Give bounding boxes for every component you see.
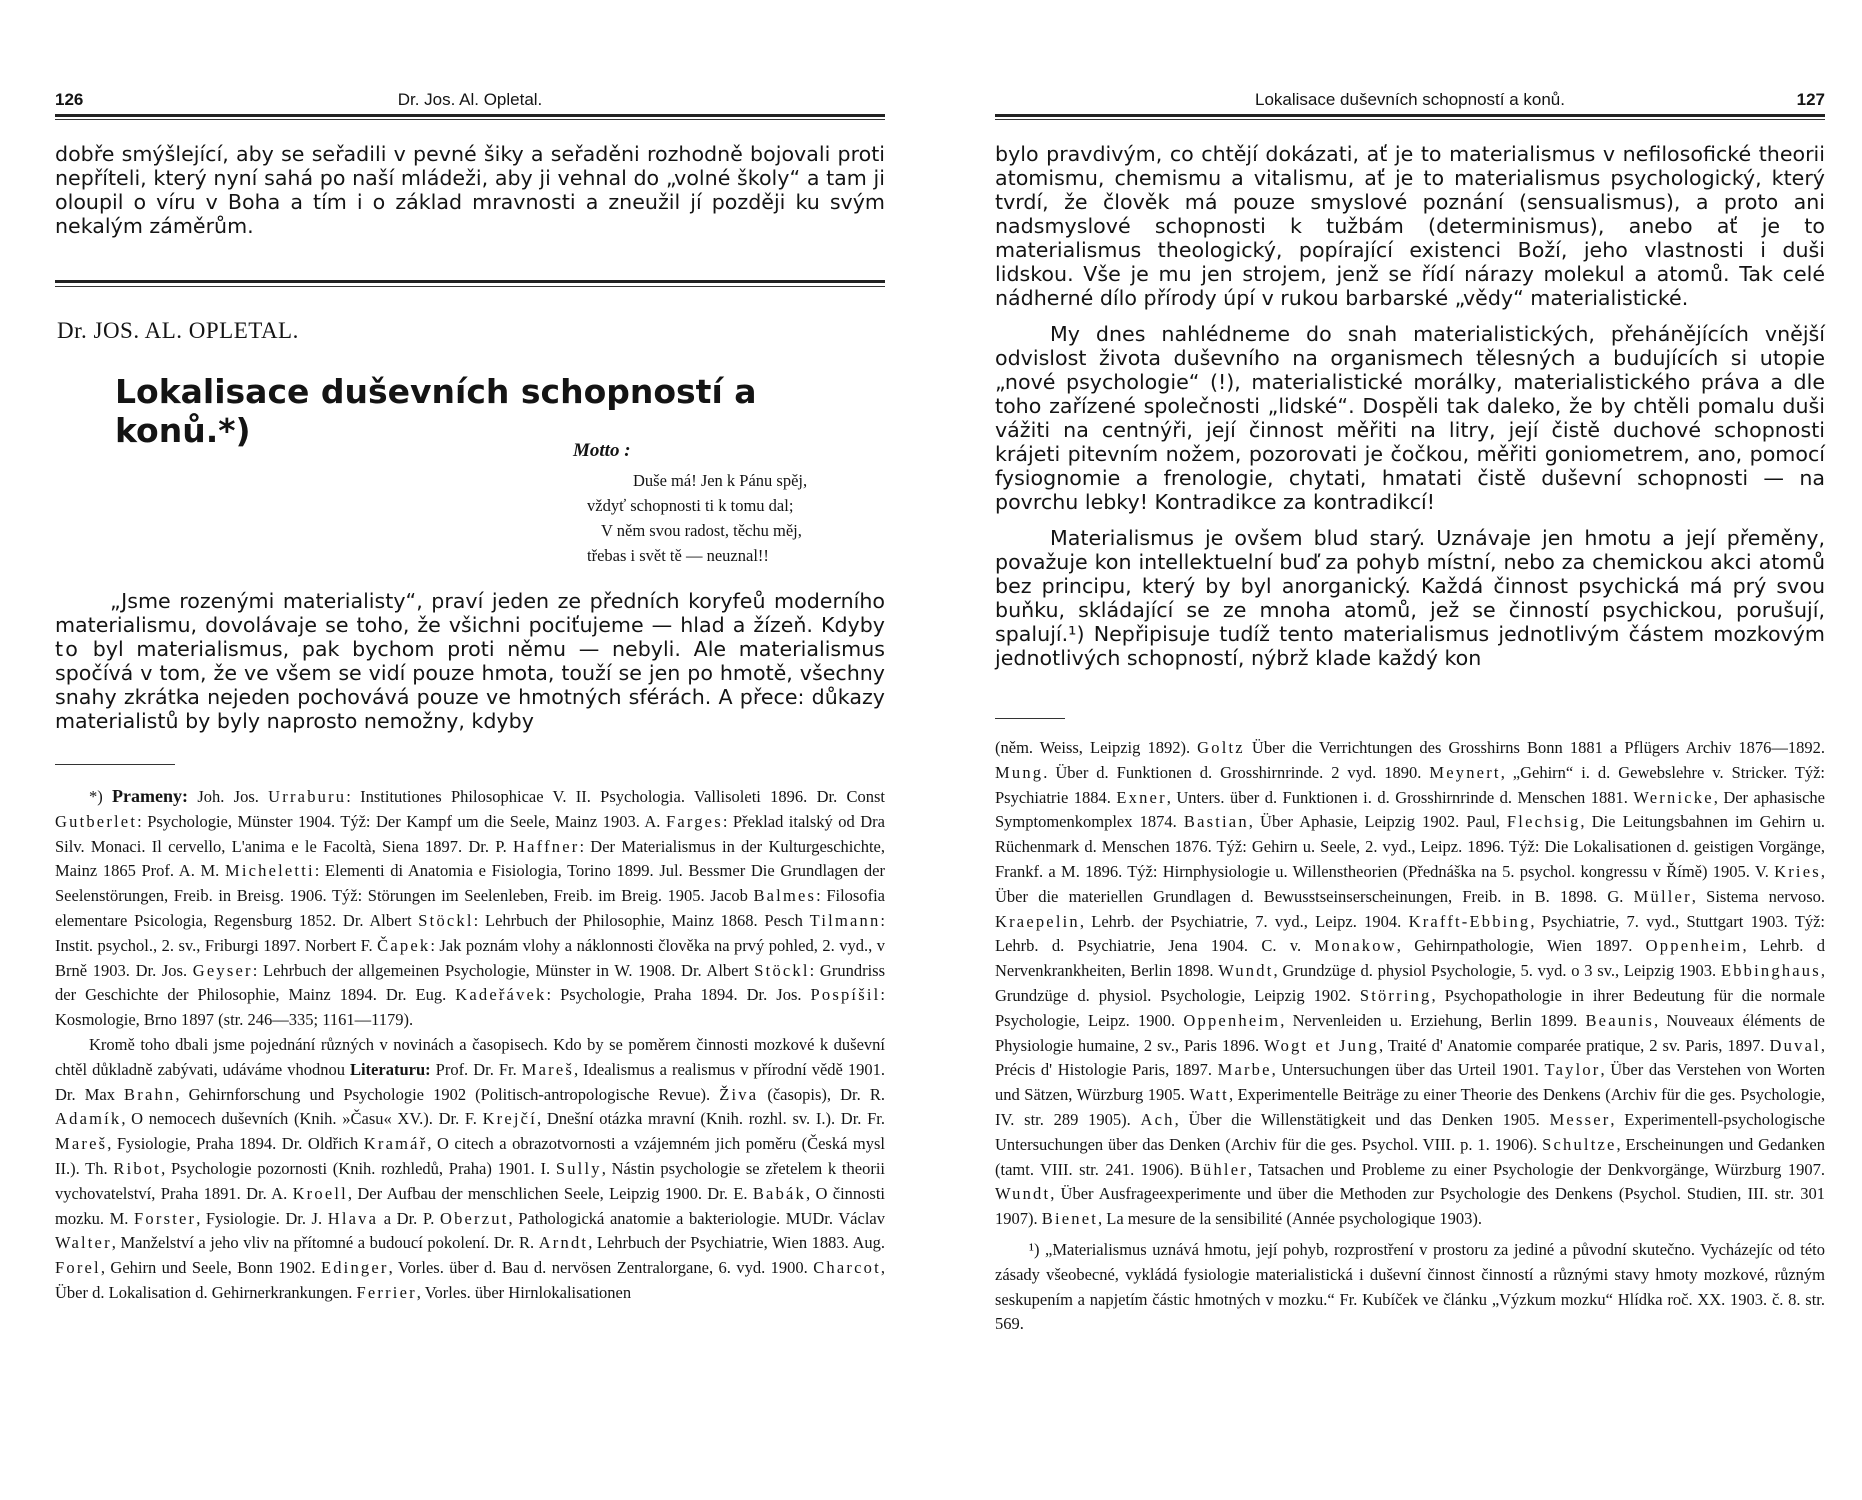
author-name: Mareš (55, 1134, 108, 1154)
running-head-title: Dr. Jos. Al. Opletal. (397, 90, 543, 109)
author-name: Hlava (327, 1208, 379, 1228)
continuation-text (55, 142, 885, 238)
author-name: Balmes (753, 886, 817, 906)
footnote-text-part: , Fysiologie, Praha 1894. Dr. Oldřich (107, 1134, 364, 1154)
footnote-text-part: , Gehirn und Seele, Bonn 1902. (100, 1258, 321, 1278)
footnote-text-part: , O citech a obrazotvornosti a vzájemném jich poměru (Česká mysl II.). Th. (55, 1134, 885, 1178)
author-name: Živa (719, 1084, 759, 1104)
author-name: Arndt (538, 1233, 589, 1253)
footnote-1: ¹) „Materialismus uznává hmotu, její pohyb, rozprostření v prostoru za jediné a původní skutečno. Vycházejíc od této zásady všeobecné, vykládá fysiologie materialistická i duševní činnost činností a různými stavy hmoty mozkové, různým seskupením a napjetím částic hmotných v mozku.“ Fr. Kubíček ve článku „Výzkum mozku“ Hlídka roč. XX. 1903. č. 8. str. 569. (995, 1239, 1825, 1334)
author-name: Schultze (1542, 1134, 1617, 1154)
author-name: Krafft-Ebbing (1408, 911, 1531, 931)
footnote-text-part: : Jak poznám vlohy a náklonnosti člověka na prvý pohled, 2. vyd., v Brně 1903. Dr. Jos. (55, 935, 885, 980)
footnote-text-part: : Instit. psychol., 2. sv., Friburgi 1897. Norbert F. (55, 910, 885, 955)
body-text-emphasis: to (55, 637, 81, 661)
author-name: Babák (752, 1183, 806, 1203)
author-name: Krejčí (482, 1109, 537, 1129)
author-name: Oppenheim (1183, 1010, 1281, 1030)
author-name: Brahn (124, 1084, 176, 1104)
author-name: Čapek (377, 935, 431, 955)
footnote-text-part: , Über das Verstehen von Worten und Sätzen, Würzburg 1905. (995, 1060, 1825, 1105)
footnote-label: Prameny: (112, 786, 189, 806)
footnote-text-part: , Vorles. über d. Bau d. nervösen Zentralorgane, 6. vyd. 1900. (388, 1258, 814, 1278)
author-name: Stöckl (754, 960, 810, 980)
footnote-text-part: : Der Materialismus in der Kulturgeschichte, Mainz 1865 Prof. A. M. (55, 836, 885, 881)
footnote-sources-text (55, 787, 885, 1029)
author-name: Farges (665, 811, 723, 831)
right-page (995, 0, 1825, 1500)
continuation-paragraph: dobře smýšlející, aby se seřadili v pevné šiky a seřaděni rozhodně bojovali proti nepříteli, který nyní sahá po naší mládeži, aby ji vehnal do „volné školy“ a tam ji oloupil o víru v Boha a tím i o základ mravnosti a zneužil jí později ku svým nekalým záměrům. (55, 142, 885, 238)
footnote-text-part: , La mesure de la sensibilité (Année psychologique 1903). (1098, 1209, 1483, 1229)
header-rule (995, 114, 1825, 117)
footnote-text-part: , Über die materiellen Grundlagen d. Bewusstseinserscheinungen, Freib. in B. 1898. G. (995, 861, 1825, 906)
footnote-continued (995, 736, 1825, 1232)
author-name: Störring (1359, 985, 1432, 1005)
footnote-text-part: , Über die Willenstätigkeit und das Denken 1905. (1174, 1109, 1550, 1129)
author-name: Meynert (1429, 762, 1501, 782)
footnote-text-part: , Lehrb. der Psychiatrie, 7. vyd., Leipz. 1904. (1079, 911, 1409, 931)
author-name: Kroell (292, 1183, 348, 1203)
header-rule (55, 114, 885, 117)
motto-line: V něm svou radost, těchu měj, (601, 521, 802, 540)
footnote-text-part: , Experimentelle Beiträge zu einer Theorie des Denkens (Archiv für die ges. Psychologie, IV. str. 289 1905). (995, 1085, 1825, 1129)
emphasis-label: Literaturu: (349, 1059, 431, 1079)
footnote-text-part: : Institutiones Philosophicae V. II. Psychologia. Vallisoleti 1896. Dr. Const (346, 787, 885, 806)
author-name: Wernicke (1633, 787, 1714, 807)
author-name: Beaunis (1585, 1010, 1655, 1030)
footnote-text-part: , Die Leitungsbahnen im Gehirn u. Rüchenmark d. Menschen 1876. Týž: Gehirn u. Seele, 2. vyd., Leipz. 1896. Týž: Die Lokalisationen d. geistigen Vorgänge, Frankf. a M. 1896. Týž: Hirnphysiologie u. Willenstheorien (Přednáška na 5. psychol. kongressu v Římě) 1905. V. (995, 812, 1825, 881)
author-name: Watt (1189, 1085, 1229, 1105)
footnote-literature-text (55, 1035, 885, 1302)
footnote-text-part: , O nemocech duševních (Knih. »Času« XV.). Dr. F. (121, 1109, 483, 1129)
author-name: Mareš (521, 1059, 574, 1079)
footnote-text-part: , Unters. über d. Funktionen i. d. Grosshirnrinde d. Menschen 1881. (1166, 787, 1634, 807)
footnote-text-part: , Tatsachen und Probleme zu einer Psychologie der Denkvorgänge, Würzburg 1907. (1247, 1159, 1825, 1179)
author-name: Stöckl (418, 910, 474, 930)
footnote-text-part: , Lehrbuch der Psychiatrie, Wien 1883. Aug. (588, 1233, 885, 1253)
body-paragraph (55, 589, 885, 733)
motto-line: Duše má! Jen k Pánu spěj, (633, 471, 808, 490)
footnote-continued-text (995, 738, 1825, 1228)
author-name: Messer (1549, 1109, 1611, 1129)
footnote-text-part: : Lehrbuch der Philosophie, Mainz 1868. Pesch (473, 910, 810, 930)
author-name: Oppenheim (1645, 936, 1743, 956)
footnotes-left (55, 784, 885, 1306)
footnote-text-part: . Über d. Funktionen d. Grosshirnrinde. 2 vyd. 1890. (1043, 762, 1430, 782)
author-name: Haffner (513, 836, 580, 856)
footnote-text-part: : Psychologie, Münster 1904. Týž: Der Kampf um die Seele, Mainz 1903. A. (137, 811, 666, 831)
author-name: Charcot (813, 1258, 881, 1278)
footnote-text-part: Kromě toho dbali jsme pojednání různých v novinách a časopisech. Kdo by se poměrem činnosti mozkové k duševní chtěl důkladně zabývati, udáváme vhodnou (55, 1034, 885, 1079)
footnote-text-part: , Précis d' Histologie Paris, 1897. (995, 1035, 1825, 1080)
footnote-text-part: , Psychologie pozornosti (Knih. rozhledů, Praha) 1901. I. (161, 1158, 556, 1178)
footnote-text-part: , Fysiologie. Dr. J. (196, 1208, 328, 1228)
footnote-text-part: : Filosofia elementare Psicologia, Regensburg 1852. Dr. Albert (55, 886, 885, 930)
footnote-text-part: , Psychiatrie, 7. vyd., Stuttgart 1903. Týž: Lehrb. d. Psychiatrie, Jena 1904. C. v. (995, 911, 1825, 956)
footnote-text-part: Über die Verrichtungen des Grosshirns Bonn 1881 a Pflügers Archiv 1876—1892. (1244, 738, 1825, 757)
author-name: Kramář (363, 1134, 428, 1154)
footnote-text-part: , Erscheinungen und Gedanken (tamt. VIII. str. 241. 1906). (995, 1134, 1826, 1179)
author-name: Flechsig (1506, 812, 1581, 832)
footnote-text-part: , O činnosti mozku. M. (55, 1183, 885, 1228)
footnote-text-part: , Der aphasische Symptomenkomplex 1874. (995, 787, 1825, 832)
author-name: Taylor (1544, 1060, 1601, 1080)
running-head-left (55, 86, 885, 112)
author-name: Marbe (1217, 1060, 1272, 1080)
author-name: Wogt et Jung (1264, 1035, 1379, 1055)
author-name: Kries (1774, 861, 1821, 881)
footnote-text-part: , Nervenleiden u. Erziehung, Berlin 1899. (1280, 1010, 1586, 1030)
author-name: Pospíšil (810, 985, 881, 1005)
footnote-text-part: : Lehrbuch der allgemeinen Psychologie, Münster in W. 1908. Dr. Albert (252, 960, 755, 980)
author-name: Tilmann (809, 910, 881, 930)
author-name: Sully (555, 1158, 602, 1178)
footnote-text-part: , Pathologická anatomie a bakteriologie. MUDr. Václav (508, 1208, 885, 1228)
footnote-text-part: , Sistema nervoso. (1691, 886, 1825, 906)
footnote-text-part: , Traité d' Anatomie comparée pratique, 2 sv. Paris, 1897. (1378, 1035, 1770, 1055)
author-name: Oberzut (439, 1208, 509, 1228)
footnote-separator (995, 718, 1065, 719)
author-name: Monakow (1314, 936, 1397, 956)
footnotes-right (995, 736, 1825, 1337)
body-paragraph: My dnes nahlédneme do snah materialistických, přehánějících vnější odvislost života duševního na organismech tělesných a budujících si utopie „nové psychologie“ (!), materialistické morálky, materialistického práva a dle toho zařízené společnosti „lidské“. Dospěli tak daleko, že by chtěli pomalu duši vážiti na centnýři, její činnost měřiti na litry, její čistě duchové schopnosti krájeti pitevním nožem, pozorovati je čočkou, měřiti goniometrem, ano, pomocí fysiognomie a frenologie, chytati, hmatati čistě duševní schopnosti — na povrchu lebky! Kontradikce za kontradikcí! (995, 322, 1825, 514)
left-page (55, 0, 885, 1500)
footnote-text-part: Joh. Jos. (188, 787, 269, 806)
author-name: Ferrier (356, 1282, 417, 1302)
page-number: 127 (1796, 90, 1825, 109)
author-name: Wundt (995, 1184, 1051, 1204)
author-name: Forel (55, 1258, 101, 1278)
author-name: Müller (1633, 886, 1692, 906)
author-name: Ribot (113, 1158, 162, 1178)
footnote-text-part: , Nouveaux éléments de Physiologie humaine, 2 sv., Paris 1896. (995, 1010, 1825, 1055)
author-name: Gutberlet (55, 811, 138, 831)
footnote-text-part: , Grundzüge d. physiol Psychologie, 5. vyd. o 3 sv., Leipzig 1903. (1273, 961, 1721, 981)
footnote-text-part: , Über d. Lokalisation d. Gehirnerkrankungen. (55, 1258, 885, 1302)
footnote-text-part: , Untersuchungen über das Urteil 1901. (1271, 1060, 1545, 1080)
author-name: Exner (1116, 787, 1167, 807)
author-name: Bienet (1041, 1209, 1099, 1229)
body-paragraph: Materialismus je ovšem blud starý. Uznávaje jen hmotu a její přeměny, považuje kon intellektuelní buď za pohyb místní, nebo za chemickou akci atomů bez principu, který by byl anorganický. Každá činnost psychická má prý svou buňku, skládající se ze mnoha atomů, jež se činností psychickou, porušují, spalují.¹) Nepřipisuje tudíž tento materialismus jednotlivým částem mozkovým jednotlivých schopností, nýbrž klade každý kon (995, 526, 1825, 670)
author-name: Goltz (1197, 738, 1245, 757)
footnote-literature (55, 1033, 885, 1306)
footnote-text-part: a Dr. P. (378, 1208, 440, 1228)
motto-verse (587, 468, 947, 568)
header-rule-thin (995, 119, 1825, 120)
footnote-text-part: , Grundzüge d. physiol. Psychologie, Leipzig 1902. (995, 961, 1825, 1005)
article-title: Lokalisace duševních schopností a konů.*) (115, 372, 757, 450)
motto-label: Motto : (573, 440, 631, 461)
author-name: Bühler (1189, 1159, 1248, 1179)
running-head-right (995, 86, 1825, 112)
footnote-text-part: , Über Ausfrageexperimente und über die Methoden zur Psychologie des Denkens (Psychol. Studien, III. str. 301 1907). (995, 1184, 1825, 1229)
author-name: Geyser (192, 960, 253, 980)
author-name: Kraepelin (995, 911, 1080, 931)
author-name: Bastian (1183, 812, 1249, 832)
author-name: Duval (1769, 1035, 1821, 1055)
footnote-text-part: (časopis), Dr. R. (758, 1084, 885, 1104)
footnote-text-part: : Kosmologie, Brno 1897 (str. 246—335; 1161—1179). (55, 985, 885, 1030)
author-name: Wundt (1218, 961, 1274, 981)
footnote-text-part: , Lehrb. d Nervenkrankheiten, Berlin 1898. (995, 936, 1825, 981)
body-text-part: „Jsme rozenými materialisty“, praví jeden ze předních koryfeů moderního materialismu, dovolávaje se toho, že všichni pociťujeme — hlad a žízeň. Kdyby (55, 589, 885, 637)
author-name: Walter (55, 1233, 112, 1253)
motto-line: třebas i svět tě — neuznal!! (587, 546, 769, 565)
footnote-text-part: , Dnešní otázka mravní (Knih. rozhl. sv. I.). Dr. Fr. (537, 1109, 885, 1129)
running-head-title: Lokalisace duševních schopností a konů. (1255, 90, 1565, 109)
footnote-text-part: , Der Aufbau der menschlichen Seele, Leipzig 1900. Dr. E. (347, 1183, 753, 1203)
author-name: Mung (995, 762, 1044, 782)
author-name: Ebbinghaus (1720, 961, 1821, 981)
article-author: Dr. JOS. AL. OPLETAL. (57, 318, 299, 343)
motto-line: vždyť schopnosti ti k tomu dal; (587, 496, 794, 515)
footnote-sources (55, 784, 885, 1033)
author-name: Micheletti (224, 861, 315, 881)
author-name: Urraburu (268, 787, 347, 806)
footnote-text-part: , Experimentell-psychologische Untersuchungen über das Denken (Archiv für die ges. Psychol. VIII. p. 1. 1906). (995, 1109, 1825, 1154)
author-name: Ach (1140, 1109, 1175, 1129)
footnote-marker: *) (89, 787, 113, 806)
footnote-text-part: : Elementi di Anatomia e Fisiologia, Torino 1899. Jul. Bessmer Die Grundlagen der Seelenstörungen, Freib. in Breisg. 1906. Týž: Störungen im Seelenleben, Freib. im Breig. 1905. Jacob (55, 861, 885, 906)
section-divider-thin (55, 286, 885, 287)
footnote-text-part: , Gehirnforschung und Psychologie 1902 (Politisch-antropologische Revue). (175, 1084, 720, 1104)
header-rule-thin (55, 119, 885, 120)
footnote-text-part: , Psychopathologie in ihrer Bedeutung für die normale Psychologie, Leipz. 1900. (995, 985, 1825, 1030)
article-body-continued (995, 142, 1825, 670)
author-name: Kadeřávek (455, 985, 547, 1005)
author-name: Edinger (320, 1258, 389, 1278)
section-divider (55, 280, 885, 283)
footnote-text-part: , Nástin psychologie se zřetelem k theorii vychovatelství, Praha 1891. Dr. A. (55, 1158, 885, 1203)
footnote-text-part: : Grundriss der Geschichte der Philosophie, Mainz 1894. Dr. Eug. (55, 960, 886, 1005)
footnote-text-part: Prof. Dr. Fr. (430, 1059, 522, 1079)
footnote-text-part: , Idealismus a realismus v přírodní vědě 1901. Dr. Max (55, 1059, 885, 1104)
author-name: Forster (134, 1208, 197, 1228)
footnote-text-part: , „Gehirn“ i. d. Gewebslehre v. Stricker. Týž: Psychiatrie 1884. (995, 762, 1825, 807)
page-number: 126 (55, 90, 84, 109)
footnote-separator (55, 764, 175, 765)
footnote-text-part: , Vorles. über Hirnlokalisationen (416, 1282, 632, 1302)
footnote-text-part: : Psychologie, Praha 1894. Dr. Jos. (546, 985, 811, 1005)
footnote-text-part: : Překlad italský od Dra Silv. Monaci. Il cervello, L'anima e le Facoltà, Siena 1897. Dr. P. (55, 811, 886, 856)
footnote-text-part: , Gehirnpathologie, Wien 1897. (1396, 936, 1646, 956)
author-name: Adamík (55, 1109, 122, 1129)
body-text-part: byl materialismus, pak bychom proti němu — nebyli. Ale materialismus spočívá v tom, že ve všem se vidí pouze hmota, touží se jen po hmotě, všechny snahy zkrátka nejeden pochovává pouze ve hmotných sférách. A přece: důkazy materialistů by byly naprosto nemožny, kdyby (55, 637, 885, 733)
footnote-text-part: (něm. Weiss, Leipzig 1892). (995, 738, 1198, 757)
body-paragraph: bylo pravdivým, co chtějí dokázati, ať je to materialismus v nefilosofické theorii atomismu, chemismu a vitalismu, ať je to materialismus psychologický, který tvrdí, že člověk má pouze smyslové poznání (sensualismus), a proto ani nadsmyslové schopnosti k tužbám (determinismus), anebo ať je to materialismus theologický, popírající existenci Boží, jeho vlastnosti i duši lidskou. Vše je mu jen strojem, jenž se řídí nárazy molekul a atomů. Tak celé nádherné dílo přírody úpí v rukou barbarské „vědy“ materialistické. (995, 142, 1825, 310)
article-body (55, 589, 885, 733)
footnote-text-part: , Über Aphasie, Leipzig 1902. Paul, (1248, 812, 1507, 832)
footnote-text-part: , Manželství a jeho vliv na přítomné a budoucí pokolení. Dr. R. (111, 1233, 539, 1253)
